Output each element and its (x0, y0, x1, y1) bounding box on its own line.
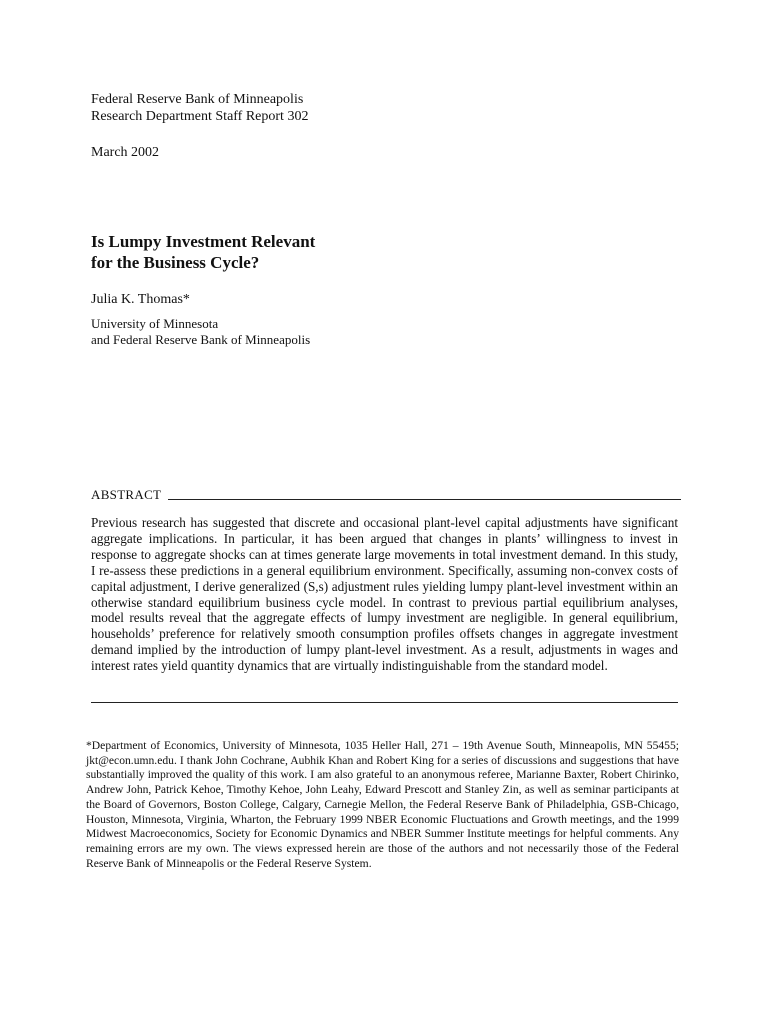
abstract-bottom-rule (91, 702, 678, 703)
abstract-label: ABSTRACT (91, 487, 168, 503)
paper-title (91, 231, 315, 273)
title-line-1: Is Lumpy Investment Relevant (91, 232, 316, 251)
abstract-header (91, 485, 681, 503)
affiliation-line-2: and Federal Reserve Bank of Minneapolis (91, 332, 311, 347)
abstract-top-rule (168, 499, 681, 500)
affiliation-line-1: University of Minnesota (91, 316, 219, 331)
title-line-2: for the Business Cycle? (91, 253, 260, 272)
author-name: Julia K. Thomas* (91, 292, 190, 307)
author-footnote: *Department of Economics, University of Minnesota, 1035 Heller Hall, 271 – 19th Avenue South, Minneapolis, MN 55455; jkt@econ.umn.edu. I thank John Cochrane, Aubhik Khan and Robert King for a series of discussions and suggestions that have substantially improved the quality of this work. I am also grateful to an anonymous referee, Marianne Baxter, Robert Chirinko, Andrew John, Patrick Kehoe, Timothy Kehoe, John Leahy, Edward Prescott and Stanley Zin, as well as seminar participants at the Board of Governors, Boston College, Calgary, Carnegie Mellon, the Federal Reserve Bank of Philadelphia, GSB-Chicago, Houston, Minnesota, Virginia, Wharton, the February 1999 NBER Economic Fluctuations and Growth meetings, and the 1999 Midwest Macroeconomics, Society for Economic Dynamics and NBER Summer Institute meetings for helpful comments. Any remaining errors are my own. The views expressed herein are those of the authors and not necessarily those of the Federal Reserve Bank of Minneapolis or the Federal Reserve System. (86, 739, 679, 870)
institution-name: Federal Reserve Bank of Minneapolis (91, 92, 304, 107)
abstract-text: Previous research has suggested that discrete and occasional plant-level capital adjustments have significant aggregate implications. In particular, it has been argued that changes in plants’ willingness to invest in response to aggregate shocks can at times generate large movements in total investment demand. In this study, I re-assess these predictions in a general equilibrium environment. Specifically, assuming non-convex costs of capital adjustment, I derive generalized (S,s) adjustment rules yielding lumpy plant-level investment within an otherwise standard equilibrium business cycle model. In contrast to previous partial equilibrium analyses, model results reveal that the aggregate effects of lumpy investment are negligible. In general equilibrium, households’ preference for relatively smooth consumption profiles offsets changes in aggregate investment demand implied by the introduction of lumpy plant-level investment. As a result, adjustments in wages and interest rates yield quantity dynamics that are virtually indistinguishable from the standard model. (91, 515, 678, 674)
report-date: March 2002 (91, 145, 160, 160)
report-number: Research Department Staff Report 302 (91, 109, 309, 124)
author-affiliation (91, 316, 310, 348)
